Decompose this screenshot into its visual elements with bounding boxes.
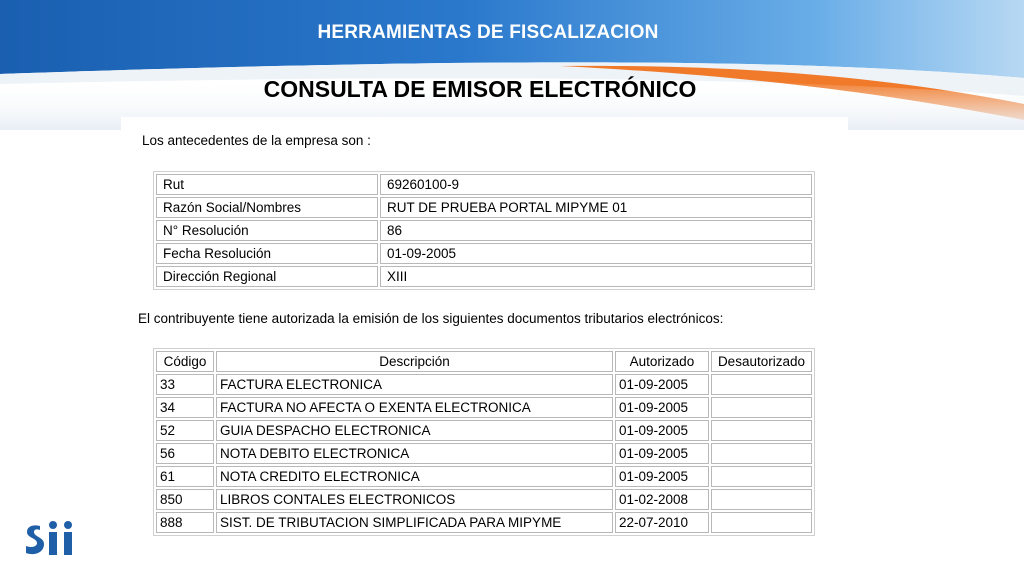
table-row [156, 443, 812, 464]
company-field-label: Razón Social/Nombres [156, 197, 378, 218]
document-authorized-date: 01-02-2008 [615, 489, 709, 510]
document-authorized-date: 22-07-2010 [615, 512, 709, 533]
document-unauthorized-date [711, 489, 812, 510]
document-code: 33 [156, 374, 214, 395]
sii-logo [24, 518, 80, 558]
document-unauthorized-date [711, 420, 812, 441]
header-banner-graphic [0, 0, 1024, 130]
column-header-description: Descripción [216, 351, 613, 372]
document-authorized-date: 01-09-2005 [615, 374, 709, 395]
company-field-value: 69260100-9 [380, 174, 812, 195]
document-authorized-date: 01-09-2005 [615, 420, 709, 441]
table-row [156, 220, 812, 241]
document-description: LIBROS CONTALES ELECTRONICOS [216, 489, 613, 510]
document-code: 56 [156, 443, 214, 464]
document-description: FACTURA NO AFECTA O EXENTA ELECTRONICA [216, 397, 613, 418]
table-row [156, 197, 812, 218]
documents-intro-text: El contribuyente tiene autorizada la emisión de los siguientes documentos tributarios electrónicos: [138, 311, 724, 326]
company-field-label: N° Resolución [156, 220, 378, 241]
document-description: FACTURA ELECTRONICA [216, 374, 613, 395]
documents-table [153, 348, 815, 536]
company-field-label: Fecha Resolución [156, 243, 378, 264]
table-header-row [156, 351, 812, 372]
document-unauthorized-date [711, 443, 812, 464]
document-description: NOTA DEBITO ELECTRONICA [216, 443, 613, 464]
company-field-value: 01-09-2005 [380, 243, 812, 264]
table-row [156, 512, 812, 533]
document-code: 34 [156, 397, 214, 418]
header-banner [0, 0, 1024, 130]
column-header-authorized: Autorizado [615, 351, 709, 372]
table-row [156, 374, 812, 395]
table-row [156, 243, 812, 264]
company-intro-text: Los antecedentes de la empresa son : [142, 133, 371, 148]
page-title: CONSULTA DE EMISOR ELECTRÓNICO [263, 76, 697, 102]
company-field-label: Dirección Regional [156, 266, 378, 287]
company-field-label: Rut [156, 174, 378, 195]
document-unauthorized-date [711, 466, 812, 487]
document-unauthorized-date [711, 397, 812, 418]
document-authorized-date: 01-09-2005 [615, 397, 709, 418]
table-row [156, 420, 812, 441]
company-field-value: RUT DE PRUEBA PORTAL MIPYME 01 [380, 197, 812, 218]
document-code: 52 [156, 420, 214, 441]
sii-logo-icon [24, 518, 80, 558]
document-code: 61 [156, 466, 214, 487]
document-description: SIST. DE TRIBUTACION SIMPLIFICADA PARA MIPYME [216, 512, 613, 533]
document-unauthorized-date [711, 512, 812, 533]
document-authorized-date: 01-09-2005 [615, 443, 709, 464]
company-info-table [153, 171, 815, 290]
company-field-value: XIII [380, 266, 812, 287]
document-authorized-date: 01-09-2005 [615, 466, 709, 487]
table-row [156, 266, 812, 287]
table-row [156, 397, 812, 418]
document-description: NOTA CREDITO ELECTRONICA [216, 466, 613, 487]
document-unauthorized-date [711, 374, 812, 395]
table-row [156, 174, 812, 195]
table-row [156, 466, 812, 487]
document-code: 850 [156, 489, 214, 510]
column-header-code: Código [156, 351, 214, 372]
document-description: GUIA DESPACHO ELECTRONICA [216, 420, 613, 441]
table-row [156, 489, 812, 510]
document-code: 888 [156, 512, 214, 533]
company-field-value: 86 [380, 220, 812, 241]
header-title: HERRAMIENTAS DE FISCALIZACION [317, 22, 659, 43]
column-header-unauthorized: Desautorizado [711, 351, 812, 372]
